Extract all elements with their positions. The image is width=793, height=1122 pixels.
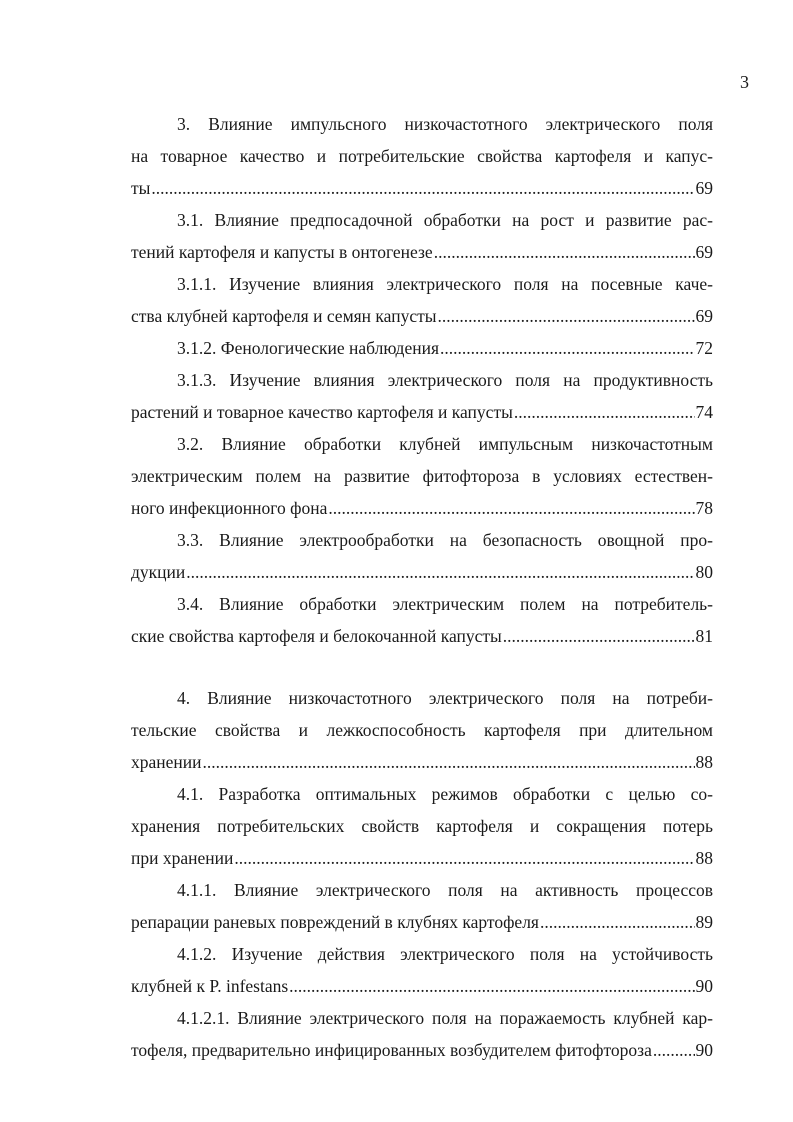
- toc-line: 4.1. Разработка оптимальных режимов обработки с целью со-: [177, 784, 713, 804]
- toc-page-ref: 90: [695, 1040, 713, 1060]
- toc-last-line: [131, 842, 713, 874]
- toc-entry-3-4: [131, 588, 713, 652]
- leader-dots: [540, 906, 695, 938]
- toc-last-line: [131, 1034, 713, 1066]
- toc-entry-4-1-2-1: [131, 1002, 713, 1066]
- toc-line: ного инфекционного фона: [131, 498, 328, 518]
- page-number: 3: [740, 72, 749, 92]
- leader-dots: [328, 492, 694, 524]
- toc-line: тофеля, предварительно инфицированных возбудителем фитофтороза: [131, 1040, 652, 1060]
- leader-dots: [186, 556, 694, 588]
- toc-line: тений картофеля и капусты в онтогенезе: [131, 242, 433, 262]
- toc-last-line: [131, 396, 713, 428]
- toc-entry-3-1-2: [131, 332, 713, 364]
- toc-page-ref: 88: [695, 752, 713, 772]
- leader-dots: [434, 236, 695, 268]
- toc-last-line: [131, 236, 713, 268]
- toc-entry-3-2: [131, 428, 713, 524]
- toc-entry-4: [131, 682, 713, 778]
- toc-entry-3-1-1: [131, 268, 713, 332]
- toc-line: 4. Влияние низкочастотного электрического поля на потреби-: [177, 688, 713, 708]
- toc-last-line: [131, 172, 713, 204]
- toc-line: электрическим полем на развитие фитофтороза в условиях естествен-: [131, 466, 713, 486]
- toc-page-ref: 69: [695, 178, 713, 198]
- toc-line: ты: [131, 178, 151, 198]
- toc-page-ref: 90: [695, 976, 713, 996]
- leader-dots: [503, 620, 695, 652]
- toc-page-ref: 78: [695, 498, 713, 518]
- leader-dots: [203, 746, 695, 778]
- toc-line: 3.1.3. Изучение влияния электрического поля на продуктивность: [177, 370, 713, 390]
- toc-entry-3-3: [131, 524, 713, 588]
- toc-line: 3.1.2. Фенологические наблюдения: [177, 338, 440, 358]
- toc-last-line: [131, 620, 713, 652]
- toc-line: при хранении: [131, 848, 234, 868]
- toc-line: репарации раневых повреждений в клубнях картофеля: [131, 912, 539, 932]
- toc-line: 4.1.1. Влияние электрического поля на активность процессов: [177, 880, 713, 900]
- toc-line: дукции: [131, 562, 186, 582]
- leader-dots: [151, 172, 694, 204]
- leader-dots: [289, 970, 694, 1002]
- toc-line: тельские свойства и лежкоспособность картофеля при длительном: [131, 720, 713, 740]
- toc-line: 4.1.2.1. Влияние электрического поля на поражаемость клубней кар-: [177, 1008, 713, 1028]
- toc-last-line: [131, 970, 713, 1002]
- leader-dots: [514, 396, 695, 428]
- toc-entry-3-1-3: [131, 364, 713, 428]
- toc-page-ref: 69: [695, 306, 713, 326]
- toc-line: 3.3. Влияние электрообработки на безопасность овощной про-: [177, 530, 713, 550]
- toc-last-line: [131, 746, 713, 778]
- toc-line: 3. Влияние импульсного низкочастотного электрического поля: [177, 114, 713, 134]
- toc-page-ref: 81: [695, 626, 713, 646]
- toc-line: ские свойства картофеля и белокочанной капусты: [131, 626, 502, 646]
- toc-line: 4.1.2. Изучение действия электрического поля на устойчивость: [177, 944, 713, 964]
- toc-last-line: [131, 300, 713, 332]
- toc-line: растений и товарное качество картофеля и капусты: [131, 402, 513, 422]
- leader-dots: [440, 332, 694, 364]
- toc-entry-3-1: [131, 204, 713, 268]
- toc-entry-4-1: [131, 778, 713, 874]
- toc-line: 3.1. Влияние предпосадочной обработки на рост и развитие рас-: [177, 210, 713, 230]
- toc-entry-4-1-1: [131, 874, 713, 938]
- toc-page-ref: 69: [695, 242, 713, 262]
- toc-page-ref: 89: [695, 912, 713, 932]
- toc-line: клубней к P. infestans: [131, 976, 289, 996]
- leader-dots: [653, 1034, 695, 1066]
- table-of-contents: [131, 108, 713, 1066]
- toc-line: 3.1.1. Изучение влияния электрического поля на посевные каче-: [177, 274, 713, 294]
- toc-line: ства клубней картофеля и семян капусты: [131, 306, 437, 326]
- toc-line: 3.2. Влияние обработки клубней импульсным низкочастотным: [177, 434, 713, 454]
- toc-page-ref: 88: [695, 848, 713, 868]
- toc-line: 3.4. Влияние обработки электрическим полем на потребитель-: [177, 594, 713, 614]
- toc-line: хранения потребительских свойств картофеля и сокращения потерь: [131, 816, 713, 836]
- toc-page-ref: 72: [695, 338, 713, 358]
- leader-dots: [438, 300, 695, 332]
- toc-last-line: [131, 332, 713, 364]
- toc-entry-4-1-2: [131, 938, 713, 1002]
- leader-dots: [234, 842, 694, 874]
- toc-last-line: [131, 906, 713, 938]
- toc-line: на товарное качество и потребительские свойства картофеля и капус-: [131, 146, 713, 166]
- section-spacer: [131, 652, 713, 682]
- toc-line: хранении: [131, 752, 202, 772]
- toc-page-ref: 80: [695, 562, 713, 582]
- toc-entry-3: [131, 108, 713, 204]
- toc-last-line: [131, 556, 713, 588]
- toc-last-line: [131, 492, 713, 524]
- toc-page-ref: 74: [695, 402, 713, 422]
